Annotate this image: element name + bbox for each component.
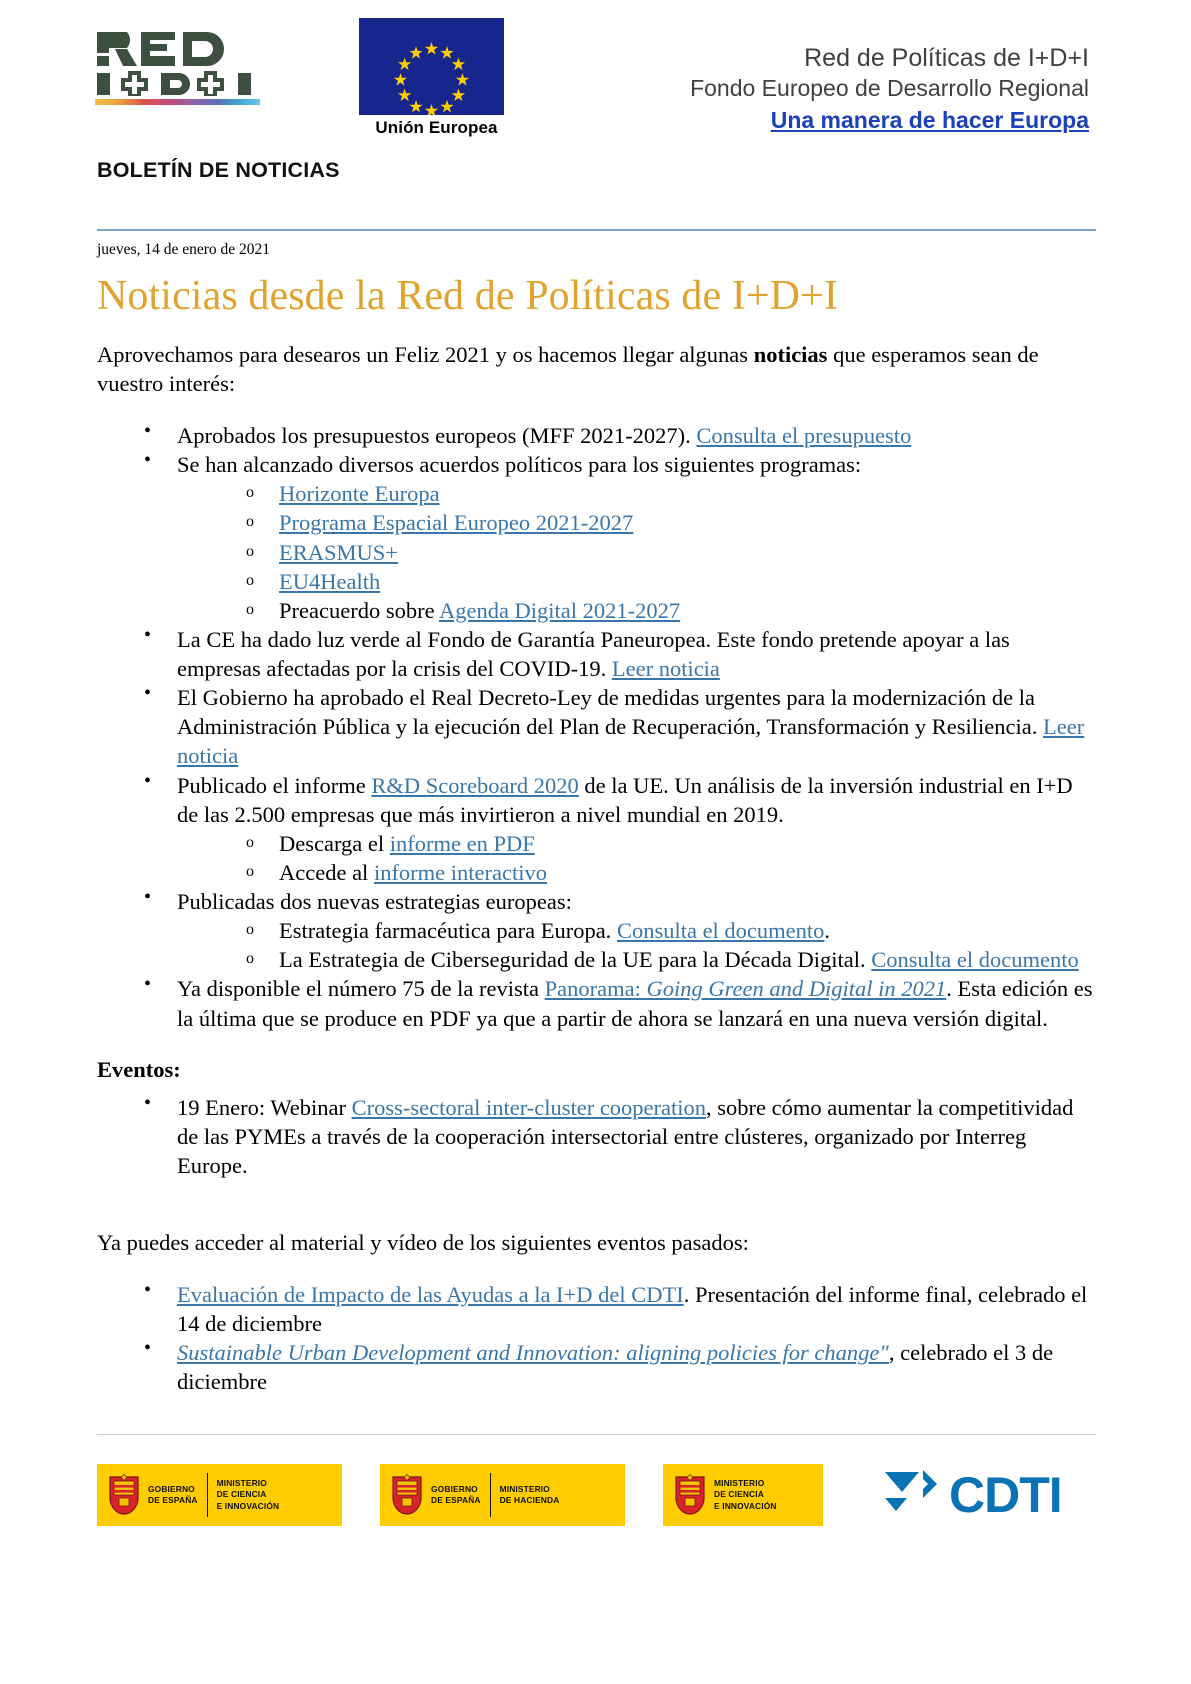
red-logo-gradient-bar [95,99,260,105]
intro-text-1: Aprovechamos para desearos un Feliz 2021 y os hacemos llegar algunas [97,342,754,368]
past-event-1-post: . Presentación del informe final, celebrado el 14 de diciembre [177,1281,1088,1336]
news-b7-post: . Esta edición es la última que se produce en PDF ya que a partir de ahora se lanzará en una nueva versión digital. [177,976,1093,1031]
link-panorama-title-italic[interactable]: Going Green and Digital in 2021 [646,976,947,1002]
cdti-label: CDTI [949,1467,1062,1523]
ministerio-line1: MINISTERIO [216,1478,267,1489]
spain-coat-of-arms-icon [107,1474,141,1516]
news-b5-sub2-pre: Accede al [279,859,374,885]
document-body [0,241,1191,1396]
list-item [139,887,1095,974]
event-1-pre: 19 Enero: Webinar [177,1094,352,1120]
list-item [139,1093,1095,1180]
list-item [139,683,1095,770]
header-line-slogan: Una manera de hacer Europa [770,106,1089,133]
header-line-feder: Fondo Europeo de Desarrollo Regional [690,75,1089,101]
gobierno-line2: DE ESPAÑA [431,1495,481,1505]
news-b5-pre: Publicado el informe [177,772,372,798]
news-b2-text: Se han alcanzado diversos acuerdos políticos para los siguientes programas: [177,452,862,478]
ministerio-line1: MINISTERIO [499,1483,550,1494]
news-b1-text: Aprobados los presupuestos europeos (MFF 2021-2027). [177,423,697,449]
spain-coat-of-arms-icon [390,1474,424,1516]
news-b5-sub1-pre: Descarga el [279,830,390,856]
header-line-network: Red de Políticas de I+D+I [804,44,1089,72]
link-informe-interactivo[interactable]: informe interactivo [373,859,547,885]
ministerio-line1: MINISTERIO [714,1478,765,1489]
ministerio-label-2 [500,1484,560,1506]
logo-gobierno-hacienda [380,1464,625,1526]
news-b2-sublist [177,479,1095,625]
list-item [243,596,1095,625]
link-panorama[interactable]: Panorama: [544,976,647,1002]
events-list [97,1093,1095,1180]
header-divider [97,229,1096,231]
logo-divider [490,1473,491,1517]
news-b6-sub1-post: . [824,918,831,944]
eu-flag-label: Unión Europea [375,118,498,137]
link-evaluacion-impacto-cdti[interactable]: Evaluación de Impacto de las Ayudas a la I+D del CDTI [177,1281,684,1307]
intro-text-2: que esperamos sean de vuestro interés: [97,342,1039,397]
list-item [243,945,1095,974]
gobierno-label-1 [148,1484,198,1506]
list-item [139,450,1095,625]
page-header [0,0,1191,137]
bulletin-title: BOLETÍN DE NOTICIAS [97,158,340,182]
eu-flag-icon [359,18,504,115]
ministerio-line2: DE HACIENDA [499,1495,560,1505]
news-b2-sub5-pre: Preacuerdo sobre [279,597,439,623]
event-1-post: , sobre cómo aumentar la competitividad de las PYMEs a través de la cooperación intersectorial entre clústeres, organizado por Interreg Europe. [177,1094,1074,1178]
list-item [243,538,1095,567]
gobierno-line2: DE ESPAÑA [148,1495,198,1505]
link-leer-noticia-fondo[interactable]: Leer noticia [611,656,720,682]
logo-cdti [879,1464,1062,1526]
list-item [243,829,1095,858]
list-item [243,508,1095,537]
document-date: jueves, 14 de enero de 2021 [97,241,271,258]
red-idi-logo [95,18,267,105]
page-title: Noticias desde la Red de Políticas de I+D+I [97,273,838,319]
list-item [243,479,1095,508]
list-item [243,858,1095,887]
list-item [139,1280,1095,1338]
spain-coat-of-arms-icon [673,1474,707,1516]
logo-gobierno-ciencia-innovacion [97,1464,342,1526]
link-consulta-presupuesto[interactable]: Consulta el presupuesto [696,423,912,449]
list-item [243,916,1095,945]
news-b3-text: La CE ha dado luz verde al Fondo de Garantía Paneuropea. Este fondo pretende apoyar a las empresas afectadas por la crisis del COVID-19. [177,626,1010,682]
ministerio-label-3 [714,1478,777,1511]
list-item [139,625,1095,683]
news-b7-pre: Ya disponible el número 75 de la revista [177,976,545,1002]
link-horizonte-europa[interactable]: Horizonte Europa [279,481,440,507]
link-agenda-digital[interactable]: Agenda Digital 2021-2027 [438,597,681,623]
link-leer-noticia-decreto[interactable]: Leer noticia [177,714,1085,769]
news-list [97,421,1095,1033]
ministerio-label-1 [217,1478,280,1511]
ministerio-line2: DE CIENCIA [714,1489,764,1500]
logo-ministerio-ciencia-innovacion [663,1464,823,1526]
ministerio-line3: E INNOVACIÓN [714,1500,777,1511]
footer-divider [97,1434,1096,1435]
cdti-arrow-icon [879,1464,941,1526]
list-item [139,974,1095,1032]
link-eu4health[interactable]: EU4Health [279,568,381,594]
eu-stars-icon [359,18,504,115]
gobierno-line1: GOBIERNO [431,1483,478,1494]
news-b6-sub1-pre: Estrategia farmacéutica para Europa. [279,918,617,944]
events-heading: Eventos: [97,1056,181,1082]
ministerio-line3: E INNOVACIÓN [216,1500,280,1511]
news-b6-sub2-pre: La Estrategia de Ciberseguridad de la UE para la Década Digital. [279,947,872,973]
link-cross-sectoral-webinar[interactable]: Cross-sectoral inter-cluster cooperation [351,1094,707,1120]
list-item [139,771,1095,888]
news-b5-post: de la UE. Un análisis de la inversión industrial en I+D de las 2.500 empresas que más invirtieron a nivel mundial en 2019. [177,772,1073,827]
logo-divider [207,1473,208,1517]
gobierno-line1: GOBIERNO [148,1483,195,1494]
link-rd-scoreboard[interactable]: R&D Scoreboard 2020 [371,772,579,798]
link-sustainable-urban-development[interactable]: Sustainable Urban Development and Innovation: aligning policies for change" [177,1340,889,1366]
header-titles [514,18,1091,136]
red-idi-wordmark-icon [95,30,260,96]
link-consulta-documento-ciberseguridad[interactable]: Consulta el documento [871,947,1079,973]
gobierno-label-2 [431,1484,481,1506]
list-item [139,421,1095,450]
news-b4-text: El Gobierno ha aprobado el Real Decreto-Ley de medidas urgentes para la modernización de la Administración Pública y la ejecución del Plan de Recuperación, Transformación y Resiliencia. [177,685,1044,740]
news-b6-sublist [177,916,1095,974]
list-item [139,1338,1095,1396]
news-b5-sublist [177,829,1095,887]
footer-logos [97,1464,1097,1526]
intro-paragraph [97,340,1095,399]
eu-flag-logo [359,18,514,138]
ministerio-line2: DE CIENCIA [216,1489,267,1500]
link-consulta-documento-farmaceutica[interactable]: Consulta el documento [616,918,825,944]
past-event-2-post: , celebrado el 3 de diciembre [177,1340,1054,1395]
past-events-list [97,1280,1095,1397]
link-informe-pdf[interactable]: informe en PDF [389,830,535,856]
link-programa-espacial[interactable]: Programa Espacial Europeo 2021-2027 [279,510,634,536]
intro-bold-noticias: noticias [753,342,828,368]
list-item [243,567,1095,596]
link-erasmus-plus[interactable]: ERASMUS+ [279,539,398,565]
news-b6-text: Publicadas dos nuevas estrategias europeas: [177,889,572,915]
past-events-intro: Ya puedes acceder al material y vídeo de los siguientes eventos pasados: [97,1230,749,1256]
